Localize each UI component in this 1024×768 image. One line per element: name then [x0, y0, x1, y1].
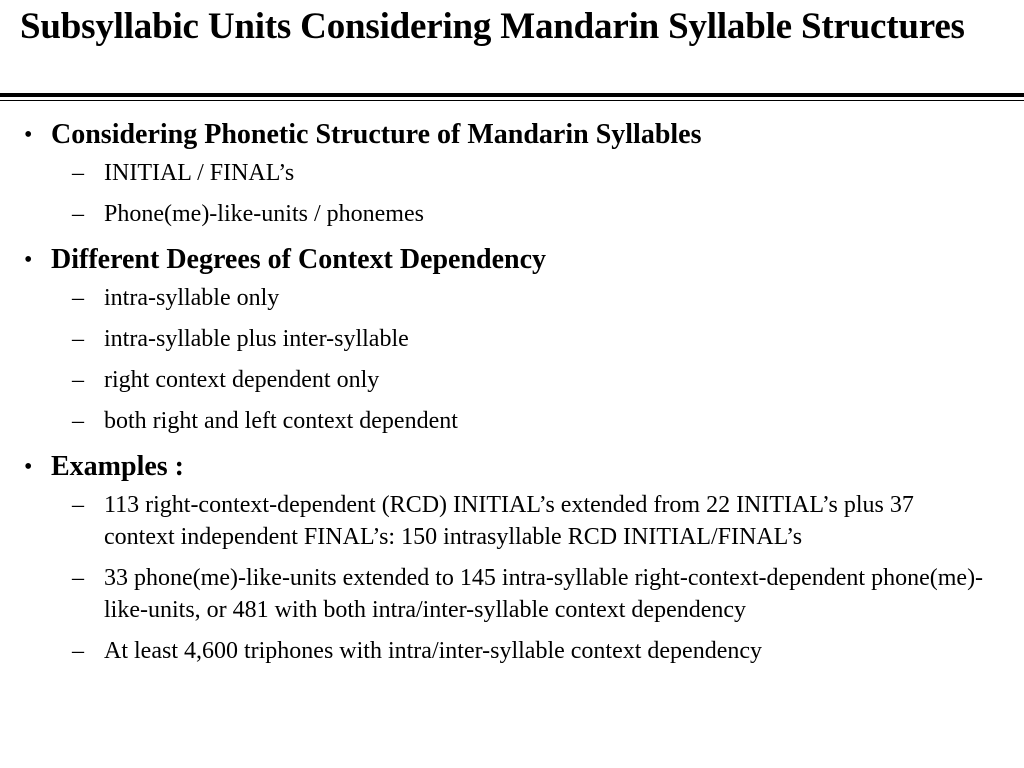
dash-icon: – — [72, 201, 84, 227]
sub-item-text: right context dependent only — [104, 367, 380, 393]
sub-item — [0, 635, 1024, 667]
bullet-item — [0, 446, 1024, 488]
title-rule-thin — [0, 100, 1024, 101]
dash-icon: – — [72, 565, 84, 591]
bullet-icon: • — [24, 454, 33, 480]
bullet-item — [0, 114, 1024, 156]
sub-item-text: intra-syllable only — [104, 285, 280, 311]
bullet-icon: • — [24, 122, 33, 148]
sub-item — [0, 323, 1024, 355]
dash-icon: – — [72, 638, 84, 664]
dash-icon: – — [72, 160, 84, 186]
sub-item-text: INITIAL / FINAL’s — [104, 160, 295, 186]
dash-icon: – — [72, 285, 84, 311]
sub-item-text: 33 phone(me)-like-units extended to 145 intra-syllable right-context-dependent phone(me)-like-units, or 481 with both intra/inter-syllable context dependency — [104, 565, 984, 623]
dash-icon: – — [72, 492, 84, 518]
sub-item-text: At least 4,600 triphones with intra/inter-syllable context dependency — [104, 638, 763, 664]
sub-item-text: intra-syllable plus inter-syllable — [104, 326, 409, 352]
section-examples — [0, 446, 1024, 667]
sub-item — [0, 489, 1024, 553]
bullet-icon: • — [24, 247, 33, 273]
sub-item — [0, 157, 1024, 189]
bullet-heading: Examples : — [51, 451, 184, 482]
sub-item-text: both right and left context dependent — [104, 408, 458, 434]
dash-icon: – — [72, 367, 84, 393]
sub-item — [0, 562, 1024, 626]
bullet-item — [0, 239, 1024, 281]
title-rule-thick — [0, 93, 1024, 97]
sub-item — [0, 198, 1024, 230]
bullet-heading: Different Degrees of Context Dependency — [51, 244, 547, 275]
sub-item-text: Phone(me)-like-units / phonemes — [104, 201, 424, 227]
sub-item-text: 113 right-context-dependent (RCD) INITIAL’s extended from 22 INITIAL’s plus 37 context independent FINAL’s: 150 intrasyllable RCD INITIAL/FINAL’s — [104, 492, 914, 550]
bullet-heading: Considering Phonetic Structure of Mandarin Syllables — [51, 119, 702, 150]
section-context-dependency — [0, 239, 1024, 437]
sub-item — [0, 405, 1024, 437]
sub-item — [0, 282, 1024, 314]
sub-item — [0, 364, 1024, 396]
section-phonetic-structure — [0, 114, 1024, 230]
slide-title: Subsyllabic Units Considering Mandarin Syllable Structures — [20, 6, 965, 47]
slide-content — [0, 114, 1024, 676]
dash-icon: – — [72, 408, 84, 434]
dash-icon: – — [72, 326, 84, 352]
